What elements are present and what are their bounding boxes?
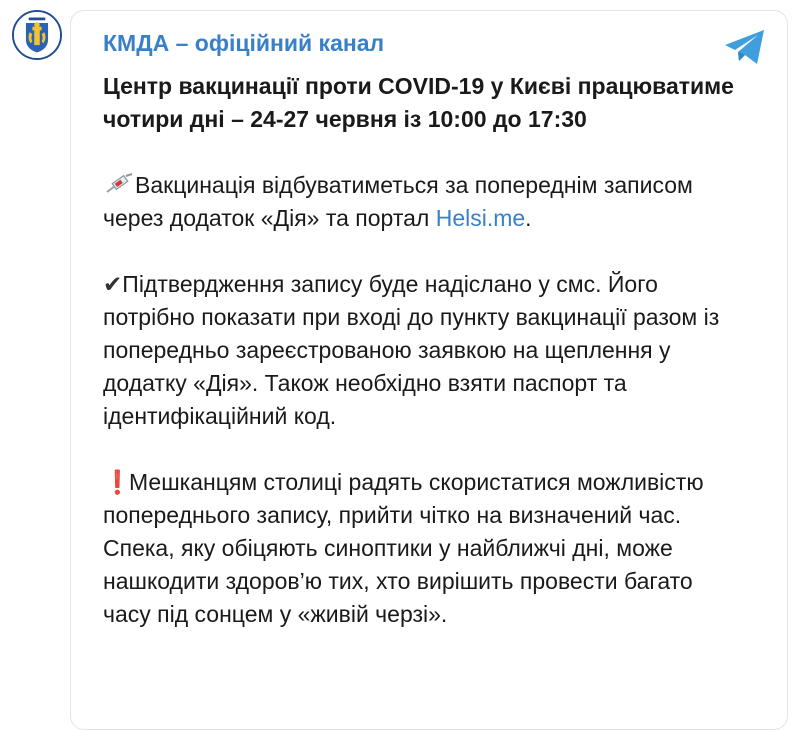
registration-end: . (525, 205, 532, 231)
syringe-icon (103, 173, 135, 195)
channel-name[interactable]: КМДА – офіційний канал (103, 30, 385, 56)
registration-text: Вакцинація відбуватиметься за попереднім записом через додаток «Дія» та портал (103, 172, 693, 231)
exclamation-icon: ❗ (103, 469, 132, 495)
telegram-icon[interactable] (723, 28, 767, 66)
confirmation-text: Підтвердження запису буде надіслано у смс. Його потрібно показати при вході до пункту вакцинації разом із попередньо зареєстрованою заявкою на щеплення у додатку «Дія». Також необхідно взяти паспорт та ідентифікаційний код. (103, 271, 720, 429)
helsi-link[interactable]: Helsi.me (435, 205, 526, 231)
paragraph-advice (103, 466, 743, 631)
paragraph-confirmation (103, 268, 743, 433)
check-mark-icon: ✔ (103, 271, 123, 297)
post-title: Центр вакцинації проти COVID-19 у Києві працюватиме чотири дні – 24-27 червня із 10:00 до 17:30 (103, 73, 734, 132)
kyiv-coat-of-arms-icon (14, 12, 60, 58)
advice-text: Мешканцям столиці радять скористатися можливістю попереднього запису, прийти чітко на визначений час. Спека, яку обіцяють синоптики у найближчі дні, може нашкодити здоров’ю тих, хто вирішить провести багато часу під сонцем у «живій черзі». (103, 469, 704, 627)
message-body (103, 70, 743, 631)
channel-avatar[interactable] (12, 10, 62, 60)
paragraph-registration (103, 169, 743, 235)
